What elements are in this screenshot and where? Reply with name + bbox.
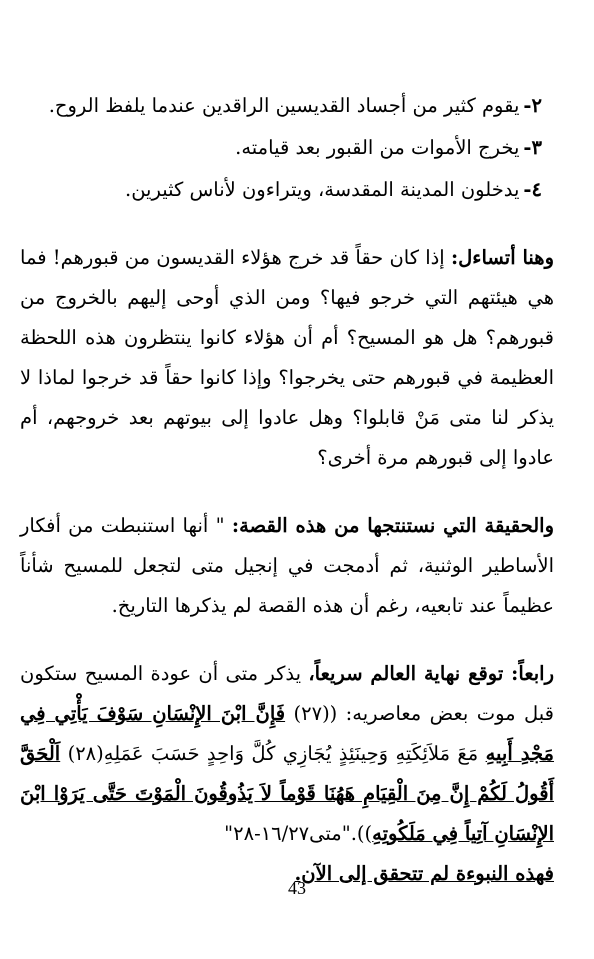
- page-number: 43: [288, 878, 306, 898]
- list-item: [20, 170, 542, 210]
- list-item-text: يقوم كثير من أجساد القديسين الراقدين عندما يلفظ الروح.: [48, 94, 520, 117]
- page-body: [20, 86, 554, 894]
- paragraph-lead: رابعاً: توقع نهاية العالم سريعاً،: [308, 662, 554, 685]
- paragraph-text: مَعَ مَلاَئِكَتِهِ وَحِينَئِذٍ يُجَازِي كُلَّ وَاحِدٍ حَسَبَ عَمَلِهِ(٢٨): [60, 742, 486, 765]
- numbered-list: [20, 86, 542, 210]
- list-item-text: يدخلون المدينة المقدسة، ويتراءون لأناس كثيرين.: [125, 178, 520, 201]
- citation-text: ))."متى١٦/٢٧-٢٨": [224, 822, 373, 845]
- question-paragraph: [20, 238, 554, 478]
- paragraph-text: يذكر متى أن عودة المسيح ستكون قبل موت بعض معاصريه: ((٢٧): [20, 662, 555, 725]
- list-item-text: يخرج الأموات من القبور بعد قيامته.: [235, 136, 520, 159]
- fourth-point-paragraph: [20, 654, 554, 854]
- conclusion-paragraph: [20, 506, 554, 626]
- list-item: [20, 128, 542, 168]
- list-item-number: ٣-: [523, 136, 542, 159]
- paragraph-lead: والحقيقة التي نستنتجها من هذه القصة:: [231, 514, 554, 537]
- underlined-quote: اَلْحَقَّ أَقُولُ لَكُمْ إِنَّ مِنَ الْقِيَامِ هَهُنَا قَوْماً لاَ يَذُوقُونَ الْمَوْتَ حَتَّى يَرَوْا ابْنَ الإِنْسَانِ آتِياً فِي مَلَكُوتِهِ: [20, 742, 554, 845]
- list-item: [20, 86, 542, 126]
- list-item-number: ٢-: [523, 94, 542, 117]
- paragraph-text: إذا كان حقاً قد خرج هؤلاء القديسون من قبورهم! فما هي هيئتهم التي خرجو فيها؟ ومن الذي أوحى إليهم بالخروج من قبورهم؟ هل هو المسيح؟ أم أن هؤلاء كانوا ينتظرون هذه اللحظة العظيمة في قبورهم حتى يخرجوا؟ وإذا كانوا حقاً قد خرجوا لماذا لا يذكر لنا متى مَنْ قابلوا؟ وهل عادوا إلى بيوتهم بعد خروجهم، أم عادوا إلى قبورهم مرة أخرى؟: [20, 246, 554, 469]
- underlined-quote: فَإِنَّ ابْنَ الإِنْسَانِ سَوْفَ يَأْتِي فِي مَجْدِ أَبِيهِ: [20, 702, 554, 765]
- paragraph-text: " أنها استنبطت من أفكار الأساطير الوثنية، ثم أدمجت في إنجيل متى لتجعل للمسيح شأناً عظيماً عند تابعيه، رغم أن هذه القصة لم يذكرها التاريخ.: [20, 514, 554, 617]
- closing-statement: فهذه النبوءة لم تتحقق إلى الآن.: [294, 862, 554, 885]
- paragraph-lead: وهنا أتساءل:: [450, 246, 554, 269]
- list-item-number: ٤-: [523, 178, 542, 201]
